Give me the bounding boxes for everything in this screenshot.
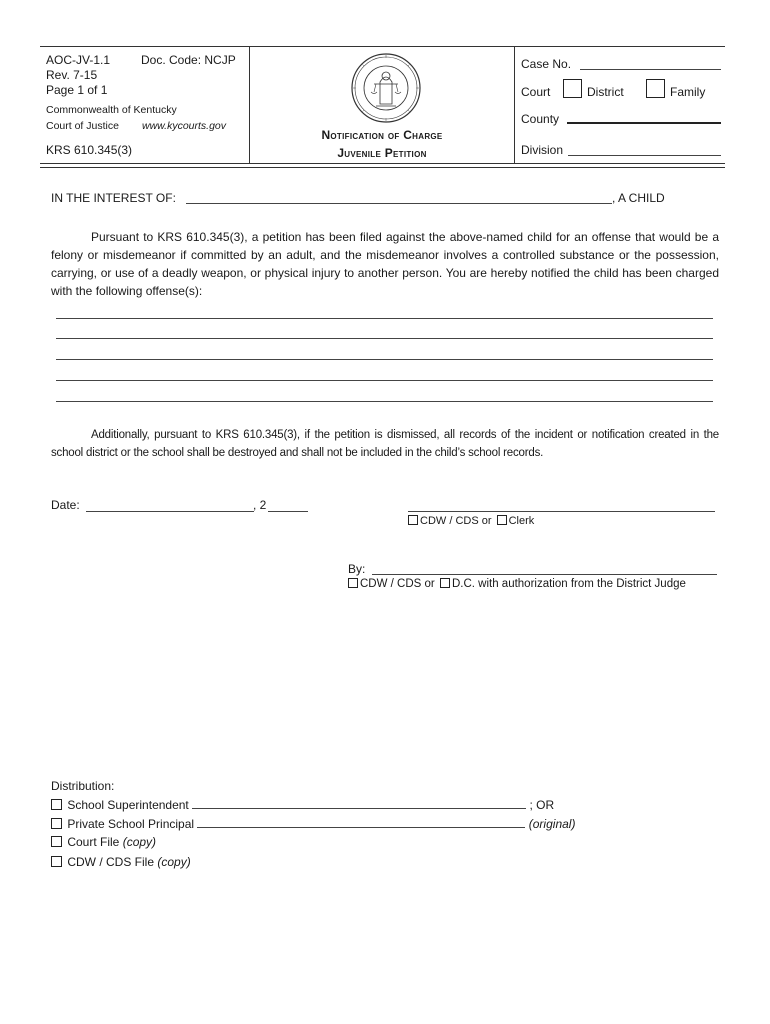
header-bottom-rule-2 — [40, 167, 725, 168]
clerk-checkbox[interactable] — [497, 515, 507, 525]
notification-paragraph — [51, 228, 719, 300]
cdw-file-checkbox[interactable] — [51, 856, 62, 867]
offense-line-1[interactable] — [56, 318, 713, 319]
county-field[interactable] — [567, 122, 721, 124]
header-divider-right — [514, 46, 515, 163]
court-file-label: Court File — [67, 835, 120, 849]
distribution-label: Distribution: — [51, 779, 115, 793]
family-checkbox[interactable] — [646, 79, 665, 98]
superintendent-suffix: ; OR — [529, 798, 555, 812]
family-label: Family — [670, 85, 706, 99]
krs-reference: KRS 610.345(3) — [46, 143, 133, 157]
by-options — [348, 578, 686, 590]
revision: Rev. 7-15 — [46, 68, 98, 82]
offense-line-3[interactable] — [56, 359, 713, 360]
interest-label: IN THE INTEREST OF: — [51, 191, 176, 205]
court-file-suffix: (copy) — [122, 835, 157, 849]
offense-line-5[interactable] — [56, 401, 713, 402]
superintendent-label: School Superintendent — [67, 798, 189, 812]
principal-checkbox[interactable] — [51, 818, 62, 829]
form-title-line1: Notification of Charge — [321, 128, 443, 142]
distribution-item-principal — [51, 816, 575, 831]
doc-code: Doc. Code: NCJP — [141, 53, 236, 67]
commonwealth-label: Commonwealth of Kentucky — [46, 104, 177, 116]
division-label: Division — [521, 143, 564, 157]
signature-line-1[interactable] — [408, 511, 715, 512]
dc-option-label: D.C. with authorization from the District Judge — [451, 578, 686, 590]
offense-line-4[interactable] — [56, 380, 713, 381]
principal-label: Private School Principal — [67, 817, 195, 831]
form-id: AOC-JV-1.1 — [46, 53, 111, 67]
by-label: By: — [348, 562, 366, 576]
cdw-option-1-label: CDW / CDS or — [420, 515, 492, 527]
header-top-rule — [40, 46, 725, 47]
website-label: www.kycourts.gov — [142, 120, 227, 132]
principal-field[interactable] — [197, 816, 525, 828]
cdw-option-2-label: CDW / CDS or — [360, 578, 435, 590]
dc-checkbox[interactable] — [440, 578, 450, 588]
cdw-checkbox-2[interactable] — [348, 578, 358, 588]
year-prefix: , 2 — [253, 498, 267, 512]
district-label: District — [587, 85, 624, 99]
interest-suffix: , A CHILD — [612, 191, 665, 205]
year-field[interactable] — [268, 511, 308, 512]
principal-suffix: (original) — [528, 817, 576, 831]
court-seal — [350, 52, 422, 124]
cdw-checkbox-1[interactable] — [408, 515, 418, 525]
form-title-line2: Juvenile Petition — [337, 146, 427, 160]
records-paragraph — [51, 426, 719, 462]
by-signature-line[interactable] — [372, 574, 717, 575]
cdw-clerk-options — [408, 515, 534, 527]
superintendent-checkbox[interactable] — [51, 799, 62, 810]
header-bottom-rule — [40, 163, 725, 164]
division-field[interactable] — [568, 155, 721, 156]
court-label: Court — [521, 85, 551, 99]
distribution-item-superintendent — [51, 797, 554, 812]
county-label: County — [521, 112, 560, 126]
distribution-item-court-file — [51, 835, 156, 849]
case-no-label: Case No. — [521, 57, 572, 71]
cdw-file-suffix: (copy) — [157, 855, 191, 869]
distribution-item-cdw-file — [51, 855, 191, 869]
date-label: Date: — [51, 498, 80, 512]
child-name-field[interactable] — [186, 203, 612, 204]
district-checkbox[interactable] — [563, 79, 582, 98]
cdw-file-label: CDW / CDS File — [67, 855, 155, 869]
offense-line-2[interactable] — [56, 338, 713, 339]
date-field[interactable] — [86, 511, 254, 512]
court-of-justice-label: Court of Justice — [46, 120, 119, 132]
case-no-field[interactable] — [580, 69, 721, 70]
notification-paragraph-text: Pursuant to KRS 610.345(3), a petition has been filed against the above-named child for an offense that would be a felony or misdemeanor if committed by an adult, and the misdemeanor involves a controlled substance or the possession, carrying, or use of a deadly weapon, or physical injury to another person. You are hereby notified the child has been charged with the following offense(s): — [51, 230, 719, 298]
page-number: Page 1 of 1 — [46, 83, 108, 97]
records-paragraph-text: Additionally, pursuant to KRS 610.345(3), if the petition is dismissed, all records of the incident or notification created in the school district or the school shall be destroyed and shall not be included in the child’s school records. — [51, 429, 719, 459]
clerk-option-label: Clerk — [508, 515, 535, 527]
court-file-checkbox[interactable] — [51, 836, 62, 847]
superintendent-field[interactable] — [192, 797, 526, 809]
